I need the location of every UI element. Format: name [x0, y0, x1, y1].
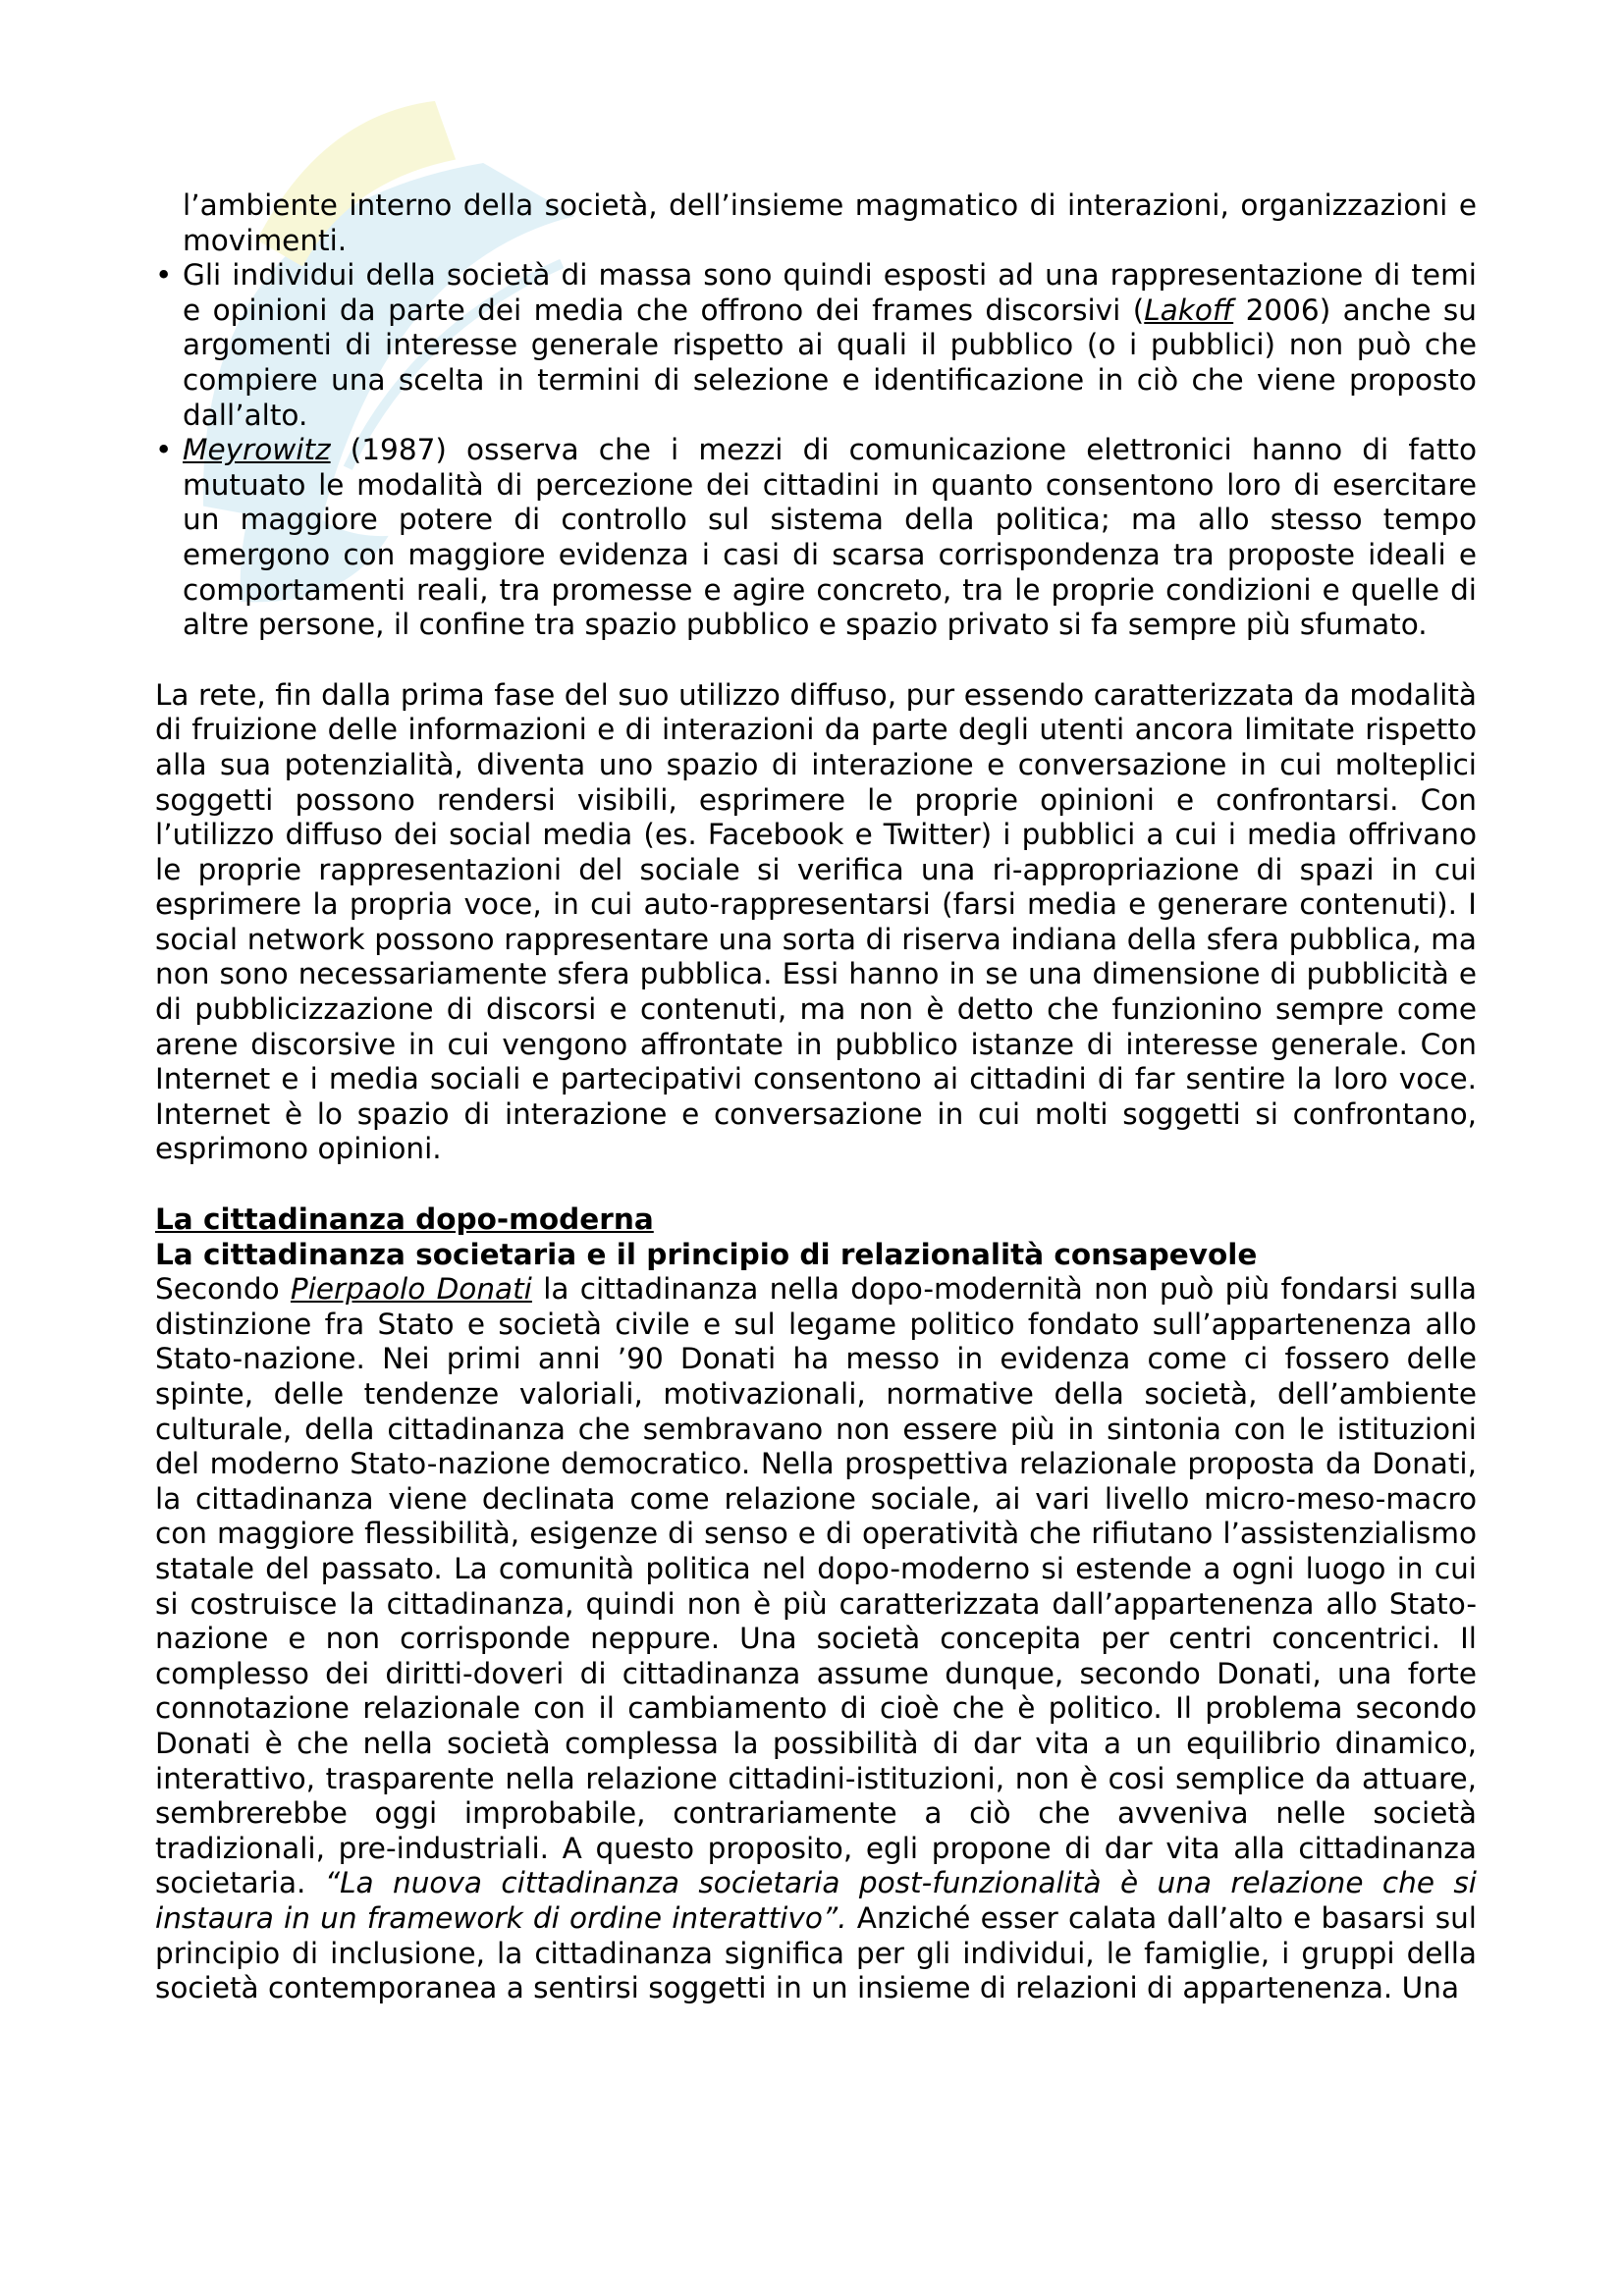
author-link: Lakoff: [1144, 293, 1234, 327]
bullet-item: [155, 258, 1477, 433]
bullet-icon: •: [155, 433, 173, 467]
author-link: Pierpaolo Donati: [290, 1272, 532, 1307]
intro-continuation: l’ambiente interno della società, dell’insieme magmatico di interazioni, organizzazioni e movimenti.: [183, 188, 1477, 257]
paragraph-rete: La rete, fin dalla prima fase del suo utilizzo diffuso, pur essendo caratterizzata da modalità di fruizione delle informazioni e di interazioni da parte degli utenti ancora limitate rispetto alla sua potenzialità, diventa uno spazio di interazione e conversazione in cui molteplici soggetti possono rendersi visibili, esprimere le proprie opinioni e confrontarsi. Con l’utilizzo diffuso dei social media (es. Facebook e Twitter) i pubblici a cui i media offrivano le proprie rappresentazioni del sociale si verifica una ri-appropriazione di spazi in cui esprimere la propria voce, in cui auto-rappresentarsi (farsi media e generare contenuti). I social network possono rappresentare una sorta di riserva indiana della sfera pubblica, ma non sono necessariamente sfera pubblica. Essi hanno in se una dimensione di pubblicità e di pubblicizzazione di discorsi e contenuti, ma non è detto che funzionino sempre come arene discorsive in cui vengono affrontate in pubblico istanze di interesse generale. Con Internet e i media sociali e partecipativi consentono ai cittadini di far sentire la loro voce. Internet è lo spazio di interazione e conversazione in cui molti soggetti si confrontano, esprimono opinioni.: [155, 677, 1477, 1166]
bullet-text: Meyrowitz (1987) osserva che i mezzi di comunicazione elettronici hanno di fatto mutuato le modalità di percezione dei cittadini in quanto consentono loro di esercitare un maggiore potere di controllo sul sistema della politica; ma allo stesso tempo emergono con maggiore evidenza i casi di scarsa corrispondenza tra proposte ideali e comportamenti reali, tra promesse e agire concreto, tra le proprie condizioni e quelle di altre persone, il confine tra spazio pubblico e spazio privato si fa sempre più sfumato.: [183, 433, 1477, 642]
bullet-icon: •: [155, 258, 173, 293]
section-title: La cittadinanza dopo-moderna: [155, 1202, 654, 1237]
author-link: Meyrowitz: [183, 433, 331, 467]
paragraph-donati: Secondo Pierpaolo Donati la cittadinanza nella dopo-modernità non può più fondarsi sulla distinzione fra Stato e società civile e sul legame politico fondato sull’appartenenza allo Stato-nazione. Nei primi anni ’90 Donati ha messo in evidenza come ci fossero delle spinte, delle tendenze valoriali, motivazionali, normative della società, dell’ambiente culturale, della cittadinanza che sembravano non essere più in sintonia con le istituzioni del moderno Stato-nazione democratico. Nella prospettiva relazionale proposta da Donati, la cittadinanza viene declinata come relazione sociale, ai vari livello micro-meso-macro con maggiore flessibilità, esigenze di senso e di operatività che rifiutano l’assistenzialismo statale del passato. La comunità politica nel dopo-moderno si estende a ogni luogo in cui si costruisce la cittadinanza, quindi non è più caratterizzata dall’appartenenza allo Stato-nazione e non corrisponde neppure. Una società concepita per centri concentrici. Il complesso dei diritti-doveri di cittadinanza assume dunque, secondo Donati, una forte connotazione relazionale con il cambiamento di cioè che è politico. Il problema secondo Donati è che nella società complessa la possibilità di dar vita a un equilibrio dinamico, interattivo, trasparente nella relazione cittadini-istituzioni, non è cosi semplice da attuare, sembrerebbe oggi improbabile, contrariamente a ciò che avveniva nelle società tradizionali, pre-industriali. A questo proposito, egli propone di dar vita alla cittadinanza societaria. “La nuova cittadinanza societaria post-funzionalità è una relazione che si instaura in un framework di ordine interattivo”. Anziché esser calata dall’alto e basarsi sul principio di inclusione, la cittadinanza significa per gli individui, le famiglie, i gruppi della società contemporanea a sentirsi soggetti in un insieme di relazioni di appartenenza. Una: [155, 1272, 1477, 2005]
bullet-list: [155, 258, 1477, 643]
subsection-title: La cittadinanza societaria e il principio di relazionalità consapevole: [155, 1237, 1258, 1271]
bullet-item: [155, 433, 1477, 643]
bullet-text: Gli individui della società di massa sono quindi esposti ad una rappresentazione di temi e opinioni da parte dei media che offrono dei frames discorsivi (Lakoff 2006) anche su argomenti di interesse generale rispetto ai quali il pubblico (o i pubblici) non può che compiere una scelta in termini di selezione e identificazione in ciò che viene proposto dall’alto.: [183, 258, 1477, 432]
quote-text: “La nuova cittadinanza societaria post-funzionalità è una relazione che si instaura in un framework di ordine interattivo”.: [155, 1866, 1477, 1935]
document-page: [155, 188, 1477, 2006]
spacer: [155, 643, 1477, 678]
spacer: [155, 1167, 1477, 1202]
